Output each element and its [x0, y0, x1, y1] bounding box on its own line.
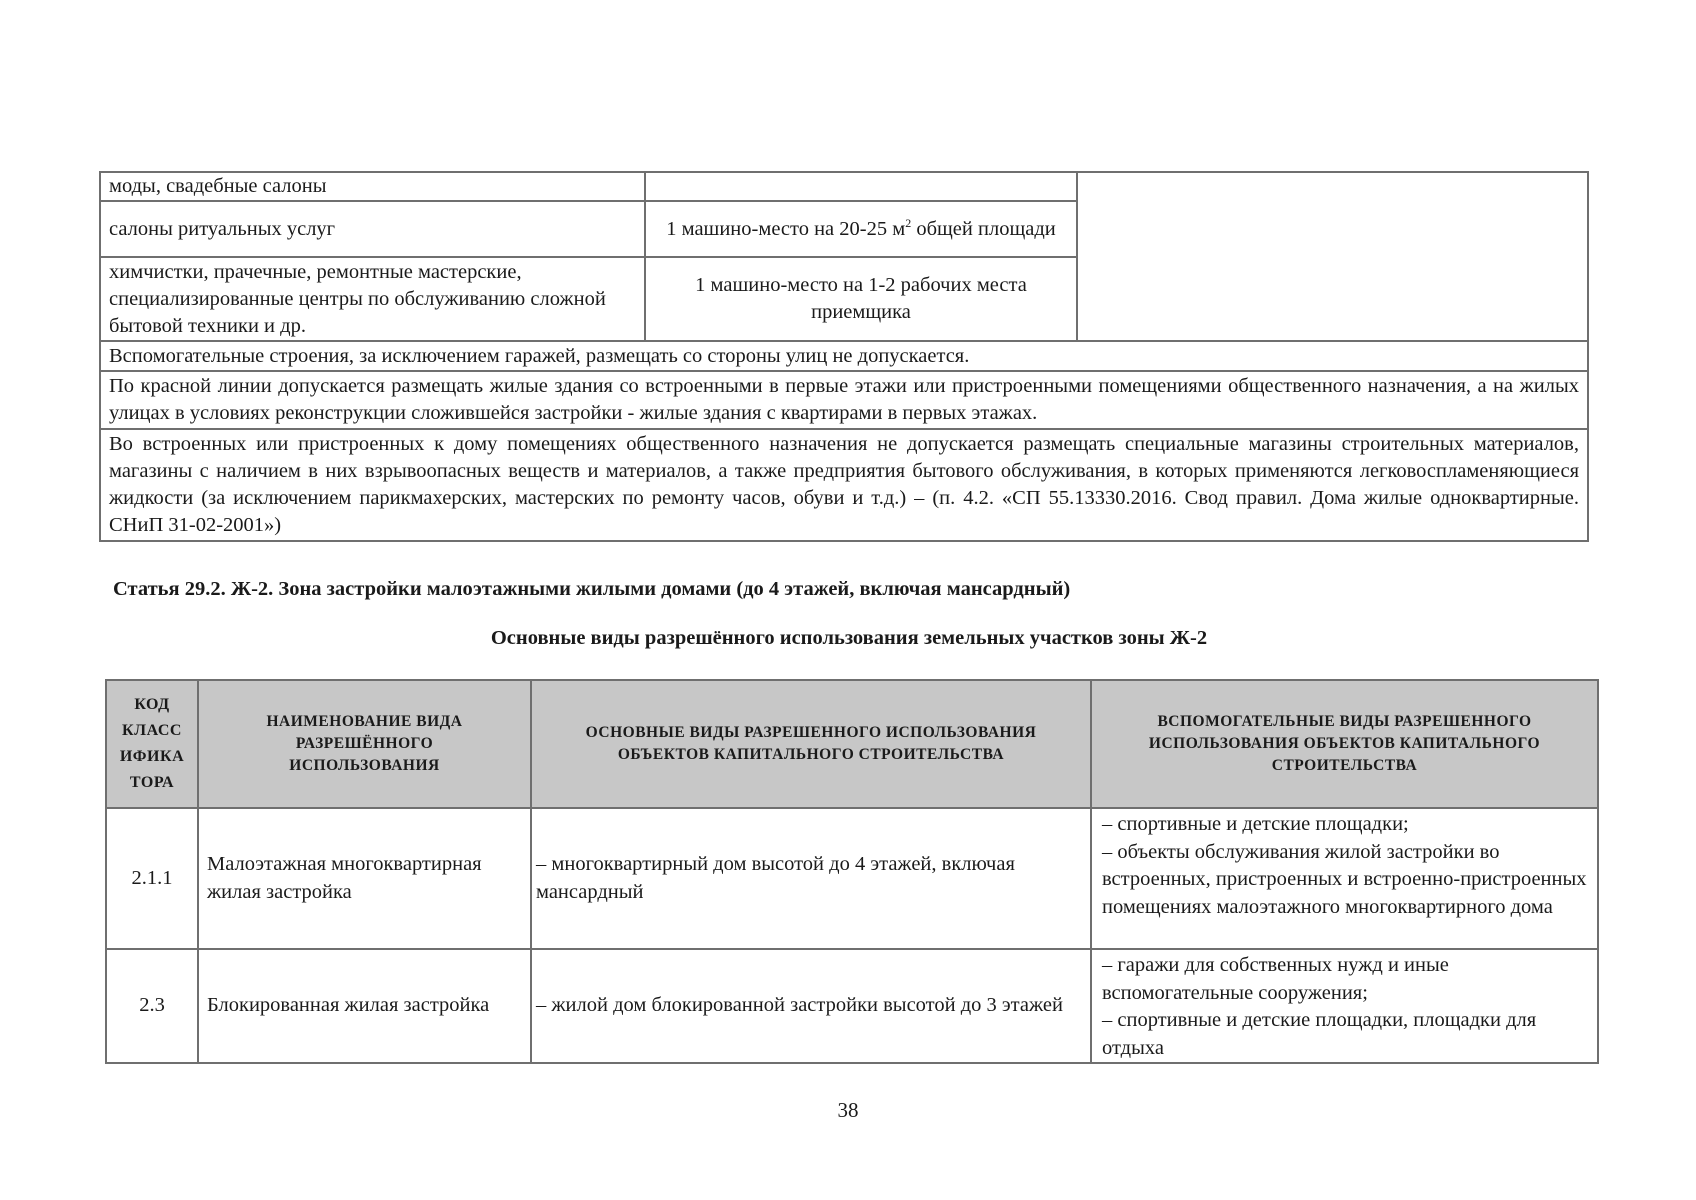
header-name: НАИМЕНОВАНИЕ ВИДА РАЗРЕШЁННОГО ИСПОЛЬЗОВАНИЯ	[198, 680, 531, 808]
service-type-cell: химчистки, прачечные, ремонтные мастерские, специализированные центры по обслуживанию сложной бытовой техники и др.	[100, 257, 645, 341]
article-title: Статья 29.2. Ж-2. Зона застройки малоэтажными жилыми домами (до 4 этажей, включая мансардный)	[113, 578, 1071, 600]
continuation-table	[99, 171, 1589, 542]
header-basic: ОСНОВНЫЕ ВИДЫ РАЗРЕШЕННОГО ИСПОЛЬЗОВАНИЯ ОБЪЕКТОВ КАПИТАЛЬНОГО СТРОИТЕЛЬСТВА	[531, 680, 1091, 808]
name-cell: Блокированная жилая застройка	[198, 949, 531, 1063]
code-cell: 2.3	[106, 949, 198, 1063]
header-aux: ВСПОМОГАТЕЛЬНЫЕ ВИДЫ РАЗРЕШЕННОГО ИСПОЛЬЗОВАНИЯ ОБЪЕКТОВ КАПИТАЛЬНОГО СТРОИТЕЛЬСТВА	[1091, 680, 1598, 808]
table-row	[106, 808, 1598, 949]
table-row	[100, 341, 1588, 371]
aux-use-item: – объекты обслуживания жилой застройки во встроенных, пристроенных и встроенно-пристроенных помещениях малоэтажного многоквартирного дома	[1102, 840, 1587, 918]
page-number: 38	[837, 1098, 859, 1122]
note-cell: Вспомогательные строения, за исключением гаражей, размещать со стороны улиц не допускается.	[100, 341, 1588, 371]
table-row	[100, 371, 1588, 429]
table-row	[100, 172, 1588, 201]
service-type-cell: салоны ритуальных услуг	[100, 201, 645, 257]
parking-norm-cell	[645, 201, 1077, 257]
empty-cell	[1077, 172, 1588, 341]
section-title-text: Основные виды разрешённого использования земельных участков зоны Ж-2	[490, 627, 1208, 649]
aux-use-cell	[1091, 808, 1598, 949]
aux-use-item: – гаражи для собственных нужд и иные вспомогательные сооружения;	[1102, 954, 1449, 1004]
header-code-line: ТОРА	[129, 774, 175, 791]
parking-norm-cell: 1 машино-место на 1-2 рабочих места приемщика	[645, 257, 1077, 341]
note-cell: Во встроенных или пристроенных к дому помещениях общественного назначения не допускается размещать специальные магазины строительных материалов, магазины с наличием в них взрывоопасных веществ и материалов, а также предприятия бытового обслуживания, в которых применяются легковоспламеняющиеся жидкости (за исключением парикмахерских, мастерских по ремонту часов, обуви и т.д.) – (п. 4.2. «СП 55.13330.2016. Свод правил. Дома жилые одноквартирные. СНиП 31-02-2001»)	[100, 429, 1588, 541]
note-cell: По красной линии допускается размещать жилые здания со встроенными в первые этажи или пристроенными помещениями общественного назначения, а на жилых улицах в условиях реконструкции сложившейся застройки - жилые здания с квартирами в первых этажах.	[100, 371, 1588, 429]
aux-use-item: – спортивные и детские площадки, площадки для отдыха	[1102, 1009, 1537, 1059]
parking-norm-text: общей площади	[911, 217, 1056, 240]
header-code-line: КЛАСС	[122, 722, 182, 739]
header-code-line: ИФИКА	[119, 748, 185, 765]
parking-norm-cell	[645, 172, 1077, 201]
basic-use-cell: – жилой дом блокированной застройки высотой до 3 этажей	[531, 949, 1091, 1063]
superscript: 2	[905, 215, 912, 230]
table-row	[106, 949, 1598, 1063]
table-row	[100, 429, 1588, 541]
header-code	[106, 680, 198, 808]
parking-norm-text: 1 машино-место на 20-25 м	[666, 217, 906, 240]
header-code-line: КОД	[134, 696, 170, 713]
aux-use-item: – спортивные и детские площадки;	[1102, 813, 1409, 835]
name-cell: Малоэтажная многоквартирная жилая застройка	[198, 808, 531, 949]
section-title	[0, 627, 1696, 650]
code-cell: 2.1.1	[106, 808, 198, 949]
land-use-table	[105, 679, 1599, 1064]
aux-use-cell	[1091, 949, 1598, 1063]
table-header-row	[106, 680, 1598, 808]
basic-use-cell: – многоквартирный дом высотой до 4 этажей, включая мансардный	[531, 808, 1091, 949]
service-type-cell: моды, свадебные салоны	[100, 172, 645, 201]
